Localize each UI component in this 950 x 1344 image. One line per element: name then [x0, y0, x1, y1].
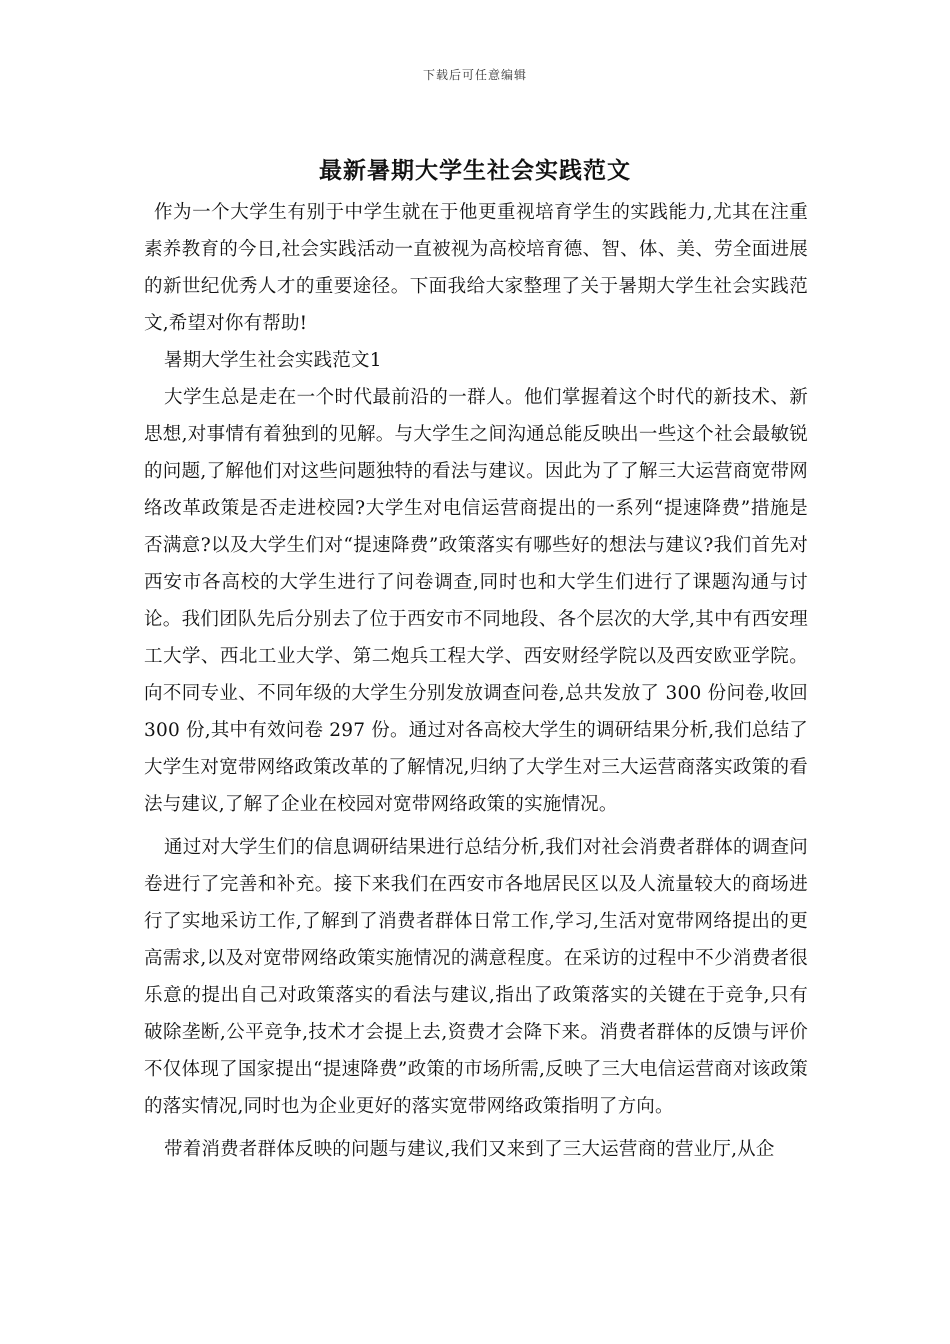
page-header-note: 下载后可任意编辑: [422, 68, 527, 82]
document-body: [144, 194, 808, 1168]
body-paragraph-2: 通过对大学生们的信息调研结果进行总结分析,我们对社会消费者群体的调查问卷进行了完善和补充。接下来我们在西安市各地居民区以及人流量较大的商场进行了实地采访工作,了解到了消费者群体日常工作,学习,生活对宽带网络提出的更高需求,以及对宽带网络政策实施情况的满意程度。在采访的过程中不少消费者很乐意的提出自己对政策落实的看法与建议,指出了政策落实的关键在于竞争,只有破除垄断,公平竞争,技术才会提上去,资费才会降下来。消费者群体的反馈与评价不仅体现了国家提出“提速降费”政策的市场所需,反映了三大电信运营商对该政策的落实情况,同时也为企业更好的落实宽带网络政策指明了方向。: [144, 837, 808, 1117]
section-heading: 暑期大学生社会实践范文1: [164, 350, 382, 371]
body-paragraph-1: 大学生总是走在一个时代最前沿的一群人。他们掌握着这个时代的新技术、新思想,对事情有着独到的见解。与大学生之间沟通总能反映出一些这个社会最敏锐的问题,了解他们对这些问题独特的看法与建议。因此为了了解三大运营商宽带网络改革政策是否走进校园?大学生对电信运营商提出的一系列“提速降费”措施是否满意?以及大学生们对“提速降费”政策落实有哪些好的想法与建议?我们首先对西安市各高校的大学生进行了问卷调查,同时也和大学生们进行了课题沟通与讨论。我们团队先后分别去了位于西安市不同地段、各个层次的大学,其中有西安理工大学、西北工业大学、第二炮兵工程大学、西安财经学院以及西安欧亚学院。向不同专业、不同年级的大学生分别发放调查问卷,总共发放了 300 份问卷,收回 300 份,其中有效问卷 297 份。通过对各高校大学生的调研结果分析,我们总结了大学生对宽带网络政策改革的了解情况,归纳了大学生对三大运营商落实政策的看法与建议,了解了企业在校园对宽带网络政策的实施情况。: [144, 387, 808, 815]
document-title: 最新暑期大学生社会实践范文: [319, 157, 631, 184]
intro-paragraph: 作为一个大学生有别于中学生就在于他更重视培育学生的实践能力,尤其在注重素养教育的今日,社会实践活动一直被视为高校培育德、智、体、美、劳全面进展的新世纪优秀人才的重要途径。下面我给大家整理了关于暑期大学生社会实践范文,希望对你有帮助!: [144, 202, 808, 334]
body-paragraph-3: 带着消费者群体反映的问题与建议,我们又来到了三大运营商的营业厅,从企: [164, 1139, 775, 1160]
